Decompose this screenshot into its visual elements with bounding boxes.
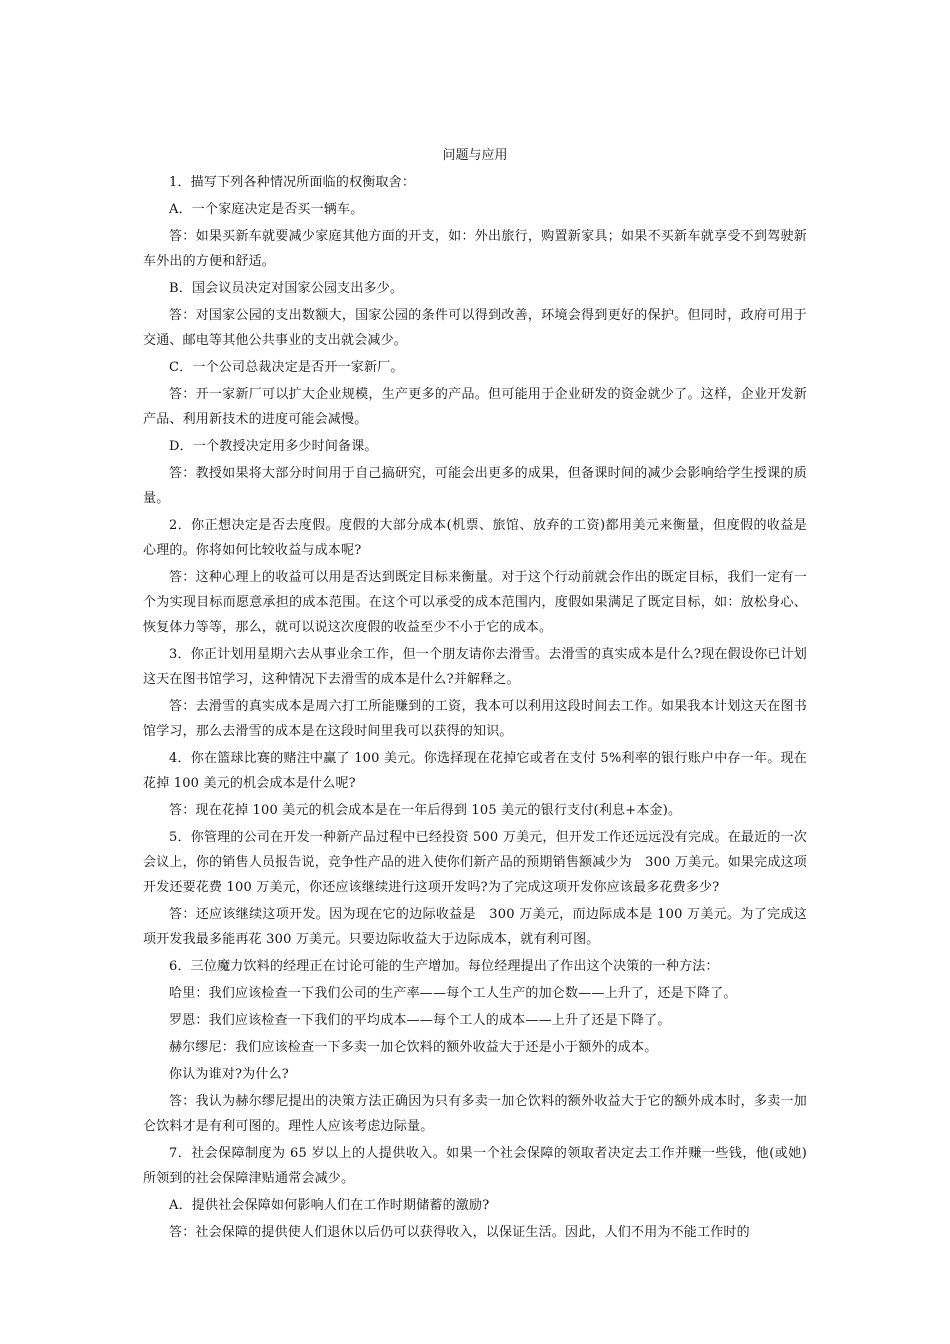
- paragraph: 答：我认为赫尔缪尼提出的决策方法正确因为只有多卖一加仑饮料的额外收益大于它的额外成本时，多卖一加仑饮料才是有利可图的。理性人应该考虑边际量。: [143, 1094, 807, 1134]
- paragraph: 答：现在花掉 100 美元的机会成本是在一年后得到 105 美元的银行支付(利息+本金)。: [169, 803, 682, 818]
- paragraph: 2．你正想决定是否去度假。度假的大部分成本(机票、旅馆、放弃的工资)都用美元来衡量，但度假的收益是心理的。你将如何比较收益与成本呢?: [143, 518, 807, 558]
- paragraph: 答：对国家公园的支出数额大，国家公园的条件可以得到改善，环境会得到更好的保护。但同时，政府可用于交通、邮电等其他公共事业的支出就会减少。: [143, 308, 807, 348]
- paragraph: 6．三位魔力饮料的经理正在讨论可能的生产增加。每位经理提出了作出这个决策的一种方法：: [169, 959, 719, 974]
- paragraph: 4．你在篮球比赛的赌注中赢了 100 美元。你选择现在花掉它或者在支付 5%利率的银行账户中存一年。现在花掉 100 美元的机会成本是什么呢?: [143, 751, 807, 791]
- paragraph: 1．描写下列各种情况所面临的权衡取舍：: [169, 175, 416, 190]
- paragraph: 答：如果买新车就要减少家庭其他方面的开支，如：外出旅行，购置新家具；如果不买新车就享受不到驾驶新车外出的方便和舒适。: [143, 229, 807, 269]
- paragraph: 答：还应该继续这项开发。因为现在它的边际收益是 300 万美元，而边际成本是 100 万美元。为了完成这项开发我最多能再花 300 万美元。只要边际收益大于边际成本，就有利可图。: [143, 907, 807, 947]
- paragraph: 答：社会保障的提供使人们退休以后仍可以获得收入，以保证生活。因此，人们不用为不能工作时的: [169, 1225, 750, 1240]
- paragraph: 你认为谁对?为什么?: [169, 1067, 289, 1082]
- paragraph: 7．社会保障制度为 65 岁以上的人提供收入。如果一个社会保障的领取者决定去工作并赚一些钱，他(或她)所领到的社会保障津贴通常会减少。: [143, 1146, 807, 1186]
- paragraph: C．一个公司总裁决定是否开一家新厂。: [169, 360, 404, 375]
- paragraph: 答：教授如果将大部分时间用于自己搞研究，可能会出更多的成果，但备课时间的减少会影响给学生授课的质量。: [143, 466, 807, 506]
- paragraph: 答：开一家新厂可以扩大企业规模，生产更多的产品。但可能用于企业研发的资金就少了。这样，企业开发新产品、利用新技术的进度可能会减慢。: [143, 387, 807, 427]
- paragraph: 答：去滑雪的真实成本是周六打工所能赚到的工资，我本可以利用这段时间去工作。如果我本计划这天在图书馆学习，那么去滑雪的成本是在这段时间里我可以获得的知识。: [143, 699, 807, 739]
- paragraph: 赫尔缪尼：我们应该检查一下多卖一加仑饮料的额外收益大于还是小于额外的成本。: [169, 1040, 658, 1055]
- paragraph: 罗恩：我们应该检查一下我们的平均成本——每个工人的成本——上升了还是下降了。: [169, 1013, 671, 1028]
- paragraph: B．国会议员决定对国家公园支出多少。: [169, 281, 404, 296]
- page-title: 问题与应用: [442, 148, 508, 163]
- paragraph: 5．你管理的公司在开发一种新产品过程中已经投资 500 万美元，但开发工作还远远没有完成。在最近的一次会议上，你的销售人员报告说，竞争性产品的进入使你们新产品的预期销售额减少为 300 万美元。如果完成这项开发还要花费 100 万美元，你还应该继续进行这项开发吗?为了完成这项开发你应该最多花费多少?: [143, 830, 807, 895]
- paragraph: 答：这种心理上的收益可以用是否达到既定目标来衡量。对于这个行动前就会作出的既定目标，我们一定有一个为实现目标而愿意承担的成本范围。在这个可以承受的成本范围内，度假如果满足了既定目标，如：放松身心、恢复体力等等，那么，就可以说这次度假的收益至少不小于它的成本。: [143, 570, 807, 635]
- paragraph: 3．你正计划用星期六去从事业余工作，但一个朋友请你去滑雪。去滑雪的真实成本是什么?现在假设你已计划这天在图书馆学习，这种情况下去滑雪的成本是什么?并解释之。: [143, 647, 807, 687]
- document-body: [143, 170, 807, 1247]
- paragraph: A．一个家庭决定是否买一辆车。: [169, 202, 364, 217]
- paragraph: 哈里：我们应该检查一下我们公司的生产率——每个工人生产的加仑数——上升了，还是下降了。: [169, 986, 737, 1001]
- paragraph: D．一个教授决定用多少时间备课。: [169, 439, 378, 454]
- paragraph: A．提供社会保障如何影响人们在工作时期储蓄的激励?: [169, 1198, 490, 1213]
